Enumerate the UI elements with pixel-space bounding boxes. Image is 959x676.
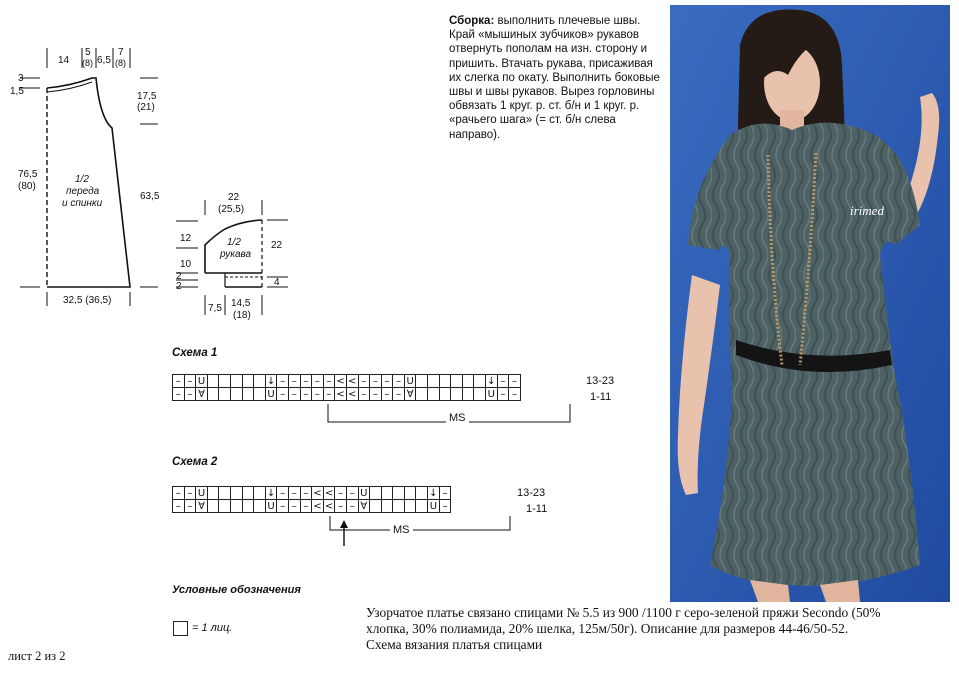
scheme-2-grid: [172, 486, 451, 513]
sleeve-label-fraction: 1/2: [227, 237, 241, 248]
scheme-2-top-cell: [230, 487, 242, 500]
scheme-2-top-cell: –: [335, 487, 347, 500]
dim-right-21: (21): [137, 102, 155, 113]
scheme-1-bottom-cell: <: [336, 388, 345, 400]
scheme-1-top-cell: –: [393, 375, 405, 388]
sleeve-dim-left-2a: 2: [176, 271, 182, 282]
scheme-1-bottom-cell: [474, 388, 486, 401]
scheme-1-top-cell: U: [196, 375, 208, 388]
scheme-1-bottom-cell: –: [381, 388, 393, 401]
scheme-2-top-cell: ↓: [429, 487, 438, 499]
scheme-2-title: Схема 2: [172, 456, 218, 468]
scheme-2-top-cell: –: [288, 487, 300, 500]
sleeve-dim-left-2b: 2: [176, 281, 182, 292]
dim-top-6-5: 6,5: [97, 55, 111, 66]
scheme-2-bottom-cell: <: [324, 500, 334, 512]
scheme-2-top-cell: [219, 487, 231, 500]
scheme-2-top-cell: –: [346, 487, 358, 500]
scheme-1-top-cell: –: [358, 375, 370, 388]
scheme-1-bottom-cell: U: [486, 388, 498, 401]
scheme-2-bottom-cell: [242, 500, 254, 513]
scheme-1-bottom-cell: –: [184, 388, 196, 401]
scheme-2-ms-bracket: [320, 516, 520, 548]
scheme-1-bottom-cell: [219, 388, 231, 401]
scheme-2-bottom-cell: [416, 500, 428, 513]
scheme-2-bottom-cell: ∀: [196, 500, 208, 513]
scheme-1-bottom-cell: –: [173, 388, 185, 401]
legend-knit-label: = 1 лиц.: [192, 622, 233, 634]
scheme-2-top-cell: U: [196, 487, 208, 500]
sleeve-dim-bottom-18: (18): [233, 310, 251, 321]
scheme-2-bottom-cell: –: [300, 500, 312, 513]
scheme-2-top-cell: [381, 487, 393, 500]
scheme-1-bottom-cell: –: [393, 388, 405, 401]
assembly-lead: Сборка:: [449, 15, 495, 27]
scheme-1-bottom-cell: <: [348, 388, 357, 400]
scheme-2-bottom-cell: –: [335, 500, 347, 513]
scheme-2-bottom-cell: [230, 500, 242, 513]
scheme-2-bottom-cell: –: [288, 500, 300, 513]
scheme-1-bottom-cell: [462, 388, 474, 401]
sleeve-dim-bottom-7-5: 7,5: [208, 303, 222, 314]
scheme-1-top-cell: [242, 375, 254, 388]
dress-description: [366, 605, 946, 653]
scheme-1-top-cell: [207, 375, 219, 388]
scheme-1-bottom-cell: –: [323, 388, 335, 401]
assembly-instructions: [449, 14, 661, 142]
photo-watermark: irimed: [850, 203, 884, 218]
scheme-2-top-cell: <: [313, 487, 322, 499]
scheme-1-bottom-cell: [428, 388, 440, 401]
scheme-1-top-cell: [254, 375, 266, 388]
scheme-1-top-cell: –: [184, 375, 196, 388]
scheme-2-top-cell: [393, 487, 405, 500]
scheme-1-row-top: [173, 375, 521, 388]
scheme-1-bottom-cell: –: [277, 388, 289, 401]
scheme-1-bottom-cell: [416, 388, 428, 401]
scheme-1-top-cell: –: [370, 375, 382, 388]
scheme-2-top-cell: <: [324, 487, 334, 499]
scheme-1-title: Схема 1: [172, 347, 218, 359]
scheme-2-label-bottom: 1-11: [526, 503, 548, 515]
dim-left-80: (80): [18, 181, 36, 192]
front-label-front: переда: [66, 186, 100, 197]
scheme-1-top-cell: [416, 375, 428, 388]
scheme-1-top-cell: –: [288, 375, 300, 388]
scheme-1-top-cell: [439, 375, 451, 388]
page-counter: лист 2 из 2: [8, 649, 66, 663]
scheme-2-row-top: [173, 487, 451, 500]
scheme-1-bottom-cell: [207, 388, 219, 401]
scheme-2-top-cell: U: [358, 487, 370, 500]
dim-left-1-5: 1,5: [10, 86, 24, 97]
scheme-2-bottom-cell: –: [277, 500, 289, 513]
sleeve-dim-top-25-5: (25,5): [218, 204, 245, 215]
scheme-2-bottom-cell: [404, 500, 416, 513]
scheme-2-top-cell: [404, 487, 416, 500]
scheme-1-label-bottom: 1-11: [590, 391, 612, 403]
dim-bottom-width: 32,5 (36,5): [63, 295, 112, 306]
scheme-1-top-cell: [230, 375, 242, 388]
front-label-back: и спинки: [62, 198, 103, 209]
scheme-1-bottom-cell: [439, 388, 451, 401]
scheme-1-bottom-cell: ∀: [404, 388, 416, 401]
scheme-1-top-cell: –: [173, 375, 185, 388]
caption-line-2: хлопка, 30% полиамида, 20% шелка, 125м/50г). Описание для размеров 44-46/50-52.: [366, 621, 849, 636]
scheme-1-bottom-cell: –: [288, 388, 300, 401]
model-photo: [670, 5, 950, 602]
scheme-1-bottom-cell: –: [358, 388, 370, 401]
scheme-2-bottom-cell: –: [173, 500, 185, 513]
knit-stitch-symbol: [173, 621, 188, 636]
scheme-1-top-cell: –: [277, 375, 289, 388]
legend-title: Условные обозначения: [172, 584, 301, 596]
scheme-2-top-cell: [254, 487, 266, 500]
sleeve-label-name: рукава: [220, 249, 252, 260]
dim-top-8a: (8): [82, 58, 93, 68]
scheme-1-bottom-cell: [242, 388, 254, 401]
scheme-1-bottom-cell: U: [265, 388, 277, 401]
scheme-2-bottom-cell: –: [184, 500, 196, 513]
scheme-2-bottom-cell: [219, 500, 231, 513]
dim-top-14: 14: [58, 55, 70, 66]
scheme-1-top-cell: <: [348, 375, 357, 387]
front-label-fraction: 1/2: [75, 174, 89, 185]
scheme-1-bottom-cell: –: [370, 388, 382, 401]
scheme-1-top-cell: ↓: [266, 375, 276, 387]
scheme-1-bottom-cell: –: [312, 388, 324, 401]
sleeve-dim-right-22: 22: [271, 240, 283, 251]
scheme-2-top-cell: [207, 487, 219, 500]
dim-left-3: 3: [18, 73, 24, 84]
scheme-1-top-cell: [462, 375, 474, 388]
sleeve-dim-bottom-14-5: 14,5: [231, 298, 251, 309]
dim-right-63-5: 63,5: [140, 191, 160, 202]
scheme-2-bottom-cell: –: [439, 500, 451, 513]
scheme-1-bottom-cell: [230, 388, 242, 401]
caption-line-3: Схема вязания платья спицами: [366, 637, 543, 652]
scheme-2-top-cell: –: [300, 487, 312, 500]
model-photo-drawing: [670, 5, 950, 602]
scheme-1-label-top: 13-23: [586, 375, 615, 387]
scheme-1-top-cell: [428, 375, 440, 388]
scheme-2-top-cell: –: [184, 487, 196, 500]
scheme-1-top-cell: <: [336, 375, 345, 387]
caption-line-1: Узорчатое платье связано спицами № 5.5 из 900 /1100 г серо-зеленой пряжи Secondo (50%: [366, 605, 881, 620]
sleeve-dim-left-12: 12: [180, 233, 192, 244]
scheme-1-row-bottom: [173, 388, 521, 401]
scheme-1-bottom-cell: [254, 388, 266, 401]
sleeve-dim-top-22: 22: [228, 192, 240, 203]
scheme-1-top-cell: –: [323, 375, 335, 388]
scheme-1-top-cell: –: [509, 375, 521, 388]
sleeve-pattern: [170, 185, 300, 325]
scheme-2-bottom-cell: U: [428, 500, 440, 513]
scheme-2-bottom-cell: [254, 500, 266, 513]
scheme-1-top-cell: U: [404, 375, 416, 388]
scheme-1-top-cell: –: [300, 375, 312, 388]
scheme-2-top-cell: [242, 487, 254, 500]
front-back-pattern: [0, 0, 170, 320]
scheme-2-bottom-cell: [370, 500, 382, 513]
scheme-2-bottom-cell: –: [346, 500, 358, 513]
scheme-2-bottom-cell: <: [313, 500, 322, 512]
scheme-1-top-cell: –: [381, 375, 393, 388]
scheme-2-top-cell: –: [277, 487, 289, 500]
scheme-1-bottom-cell: –: [497, 388, 509, 401]
scheme-2-bottom-cell: ∀: [358, 500, 370, 513]
scheme-2-top-cell: [370, 487, 382, 500]
scheme-2-top-cell: [416, 487, 428, 500]
scheme-1-bottom-cell: –: [300, 388, 312, 401]
scheme-1-top-cell: –: [497, 375, 509, 388]
scheme-2-ms-label: MS: [390, 524, 413, 536]
scheme-1-ms-label: MS: [446, 412, 469, 424]
dim-right-17-5: 17,5: [137, 91, 157, 102]
sleeve-dim-right-4: 4: [274, 277, 280, 288]
dim-top-7: 7: [118, 47, 124, 58]
scheme-2-bottom-cell: U: [265, 500, 277, 513]
assembly-text: выполнить плечевые швы. Край «мышиных зубчиков» рукавов отвернуть пополам на изн. сторону и пришить. Втачать рукава, присаживая их слегка по окату. Выполнить боковые швы и швы рукавов. Вырез горловины обвязать 1 круг. р. ст. б/н и 1 круг. р. «рачьего шага» (= ст. б/н слева направо).: [449, 15, 660, 141]
dim-left-76-5: 76,5: [18, 169, 38, 180]
scheme-1-grid: [172, 374, 521, 401]
scheme-1-top-cell: ↓: [487, 375, 496, 387]
scheme-2-top-cell: –: [439, 487, 451, 500]
sleeve-dim-left-10: 10: [180, 259, 192, 270]
scheme-2-bottom-cell: [207, 500, 219, 513]
dim-top-8b: (8): [115, 58, 126, 68]
scheme-2-row-bottom: [173, 500, 451, 513]
scheme-2-top-cell: ↓: [266, 487, 276, 499]
scheme-2-top-cell: –: [173, 487, 185, 500]
scheme-2-bottom-cell: [393, 500, 405, 513]
scheme-1-bottom-cell: ∀: [196, 388, 208, 401]
scheme-1-top-cell: –: [312, 375, 324, 388]
scheme-1-top-cell: [219, 375, 231, 388]
scheme-1-top-cell: [451, 375, 463, 388]
scheme-1-bottom-cell: –: [509, 388, 521, 401]
scheme-1-bottom-cell: [451, 388, 463, 401]
scheme-1-top-cell: [474, 375, 486, 388]
scheme-2-bottom-cell: [381, 500, 393, 513]
scheme-2-label-top: 13-23: [517, 487, 546, 499]
dim-top-5: 5: [85, 47, 91, 58]
